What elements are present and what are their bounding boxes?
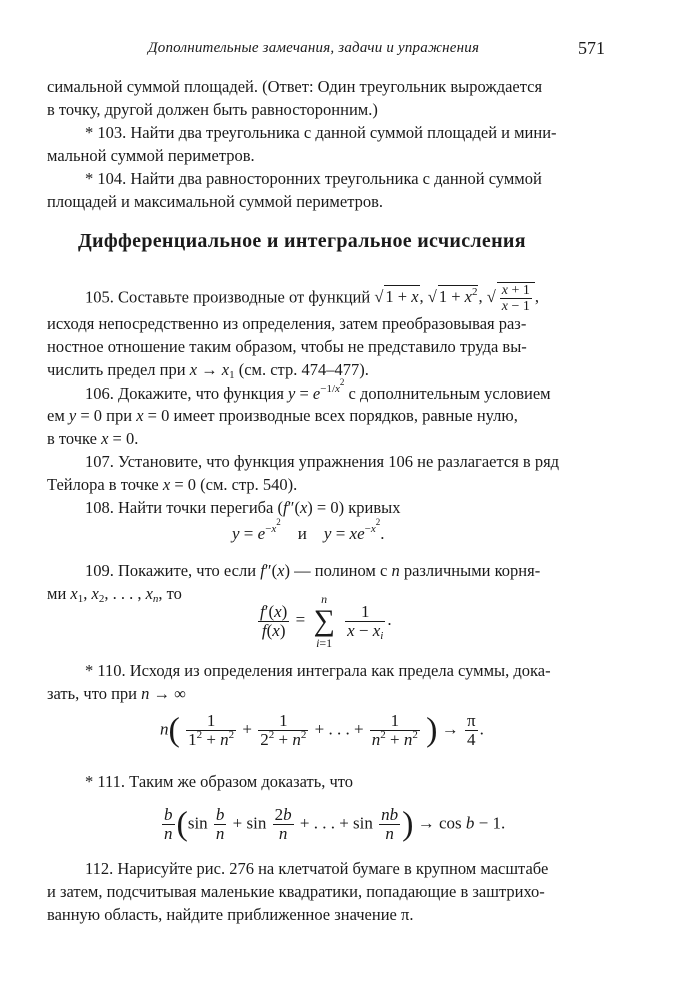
problem-104-line-2: площадей и максимальной суммой периметров. <box>47 192 384 211</box>
problem-105-line-3: ностное отношение таким образом, чтобы не представило труда вы- <box>47 337 527 356</box>
problem-103-line-2: мальной суммой периметров. <box>47 146 255 165</box>
problem-109-text-1b: — полином с <box>294 561 388 580</box>
problem-106-text-1a: 106. Докажите, что функция <box>85 384 284 403</box>
page-number: 571 <box>578 38 605 58</box>
section-heading: Дифференциальное и интегральное исчисления <box>78 230 526 252</box>
problem-104-line-1: * 104. Найти два равносторонних треугольника с данной суммой <box>85 169 542 188</box>
running-header: Дополнительные замечания, задачи и упражнения <box>148 40 480 56</box>
problem-107-line-2: Тейлора в точке x = 0 (см. стр. 540). <box>47 475 298 494</box>
problem-109-text-1a: 109. Покажите, что если <box>85 561 257 580</box>
problem-106-text-2a: ем <box>47 406 65 425</box>
problem-110-line-1: * 110. Исходя из определения интеграла как предела суммы, дока- <box>85 661 551 680</box>
intro-line-1: симальной суммой площадей. (Ответ: Один треугольник вырождается <box>47 77 543 96</box>
formula-sine-sum: $\frac{b}{n}$ (sin $\frac{b}{n}$ + sin $\frac{2b}{n}$ + . . . + sin $\frac{nb}{n}$ ) → cos b − 1. <box>164 805 506 843</box>
problem-108-text-1b: кривых <box>348 498 401 517</box>
formula-sqrt-fraction: √ $\frac{x + 1}{x - 1}$ , <box>486 283 540 314</box>
problem-106-line-2: ем y = 0 при x = 0 имеет производные всех порядков, равные нулю, <box>47 406 518 425</box>
problem-105-line-2: исходя непосредственно из определения, затем преобразовывая раз- <box>47 314 527 333</box>
formula-inflection-curves: $y = e^{-x^2}$ и $y = xe^{-x^2}$. <box>232 517 385 543</box>
problem-106-line-1: 106. Докажите, что функция $y = e^{-1/x^2}$ с дополнительным условием <box>85 377 551 403</box>
problem-108-line-1: 108. Найти точки перегиба (f″(x) = 0) кривых <box>85 498 401 517</box>
problem-107-line-1: 107. Установите, что функция упражнения 106 не разлагается в ряд <box>85 452 560 471</box>
problem-105-line-4: числить предел при $x \to x_1$ (см. стр. 474–477). <box>47 360 369 381</box>
problem-109-text-2: ми <box>47 584 67 603</box>
problem-107-text-2b: (см. стр. 540). <box>200 475 298 494</box>
formula-sqrt-1-plus-x: √ 1 + x, <box>374 287 424 307</box>
formula-riemann-sum-pi: n( $\frac{1}{1^2 + n^2}$ + $\frac{1}{2^2 + n^2}$ + . . . + $\frac{1}{n^2 + n^2}$ ) → $\frac{\pi}{4}$ . <box>160 711 484 749</box>
problem-106-text-2c: имеет производные всех порядков, равные нулю, <box>173 406 518 425</box>
conjunction-and: и <box>297 524 307 543</box>
intro-line-2: в точку, другой должен быть равносторонним.) <box>47 100 378 119</box>
problem-106-line-3: в точке x = 0. <box>47 429 139 448</box>
problem-106-text-2b: при <box>106 406 133 425</box>
problem-112-line-1: 112. Нарисуйте рис. 276 на клетчатой бумаге в крупном масштабе <box>85 859 549 878</box>
problem-106-text-1b: с дополнительным условием <box>348 384 551 403</box>
problem-105-text: 105. Составьте производные от функций <box>85 287 371 307</box>
problem-105-text-4a: числить предел при <box>47 360 186 379</box>
problem-105-text-4b: (см. стр. 474–477). <box>238 360 369 379</box>
problem-105-line-1 <box>85 282 539 314</box>
formula-log-derivative: $\frac{f'(x)}{f(x)}$ = n ∑ i=1 $\frac{1}{x - x_i}$ . <box>260 592 392 650</box>
problem-109-line-1: 109. Покажите, что если f″(x) — полином с n различными корня- <box>85 561 541 580</box>
problem-111-line-1: * 111. Таким же образом доказать, что <box>85 772 354 791</box>
problem-109-line-2: ми $x_1$, $x_2$, . . . , $x_n$, то <box>47 584 182 605</box>
problem-108-text-1a: 108. Найти точки перегиба <box>85 498 274 517</box>
problem-109-text-1c: различными корня- <box>403 561 541 580</box>
problem-110-text-2: зать, что при <box>47 684 137 703</box>
problem-112-line-3: ванную область, найдите приближенное значение π. <box>47 905 414 924</box>
problem-110-line-2: зать, что при n → ∞ <box>47 684 186 703</box>
problem-107-text-2a: Тейлора в точке <box>47 475 159 494</box>
formula-sqrt-1-plus-x2: √ $1 + x^2$, <box>427 286 483 307</box>
problem-112-line-2: и затем, подсчитывая маленькие квадратики, попадающие в заштрихо- <box>47 882 545 901</box>
problem-103-line-1: * 103. Найти два треугольника с данной суммой площадей и мини- <box>85 123 557 142</box>
problem-106-text-3: в точке <box>47 429 97 448</box>
